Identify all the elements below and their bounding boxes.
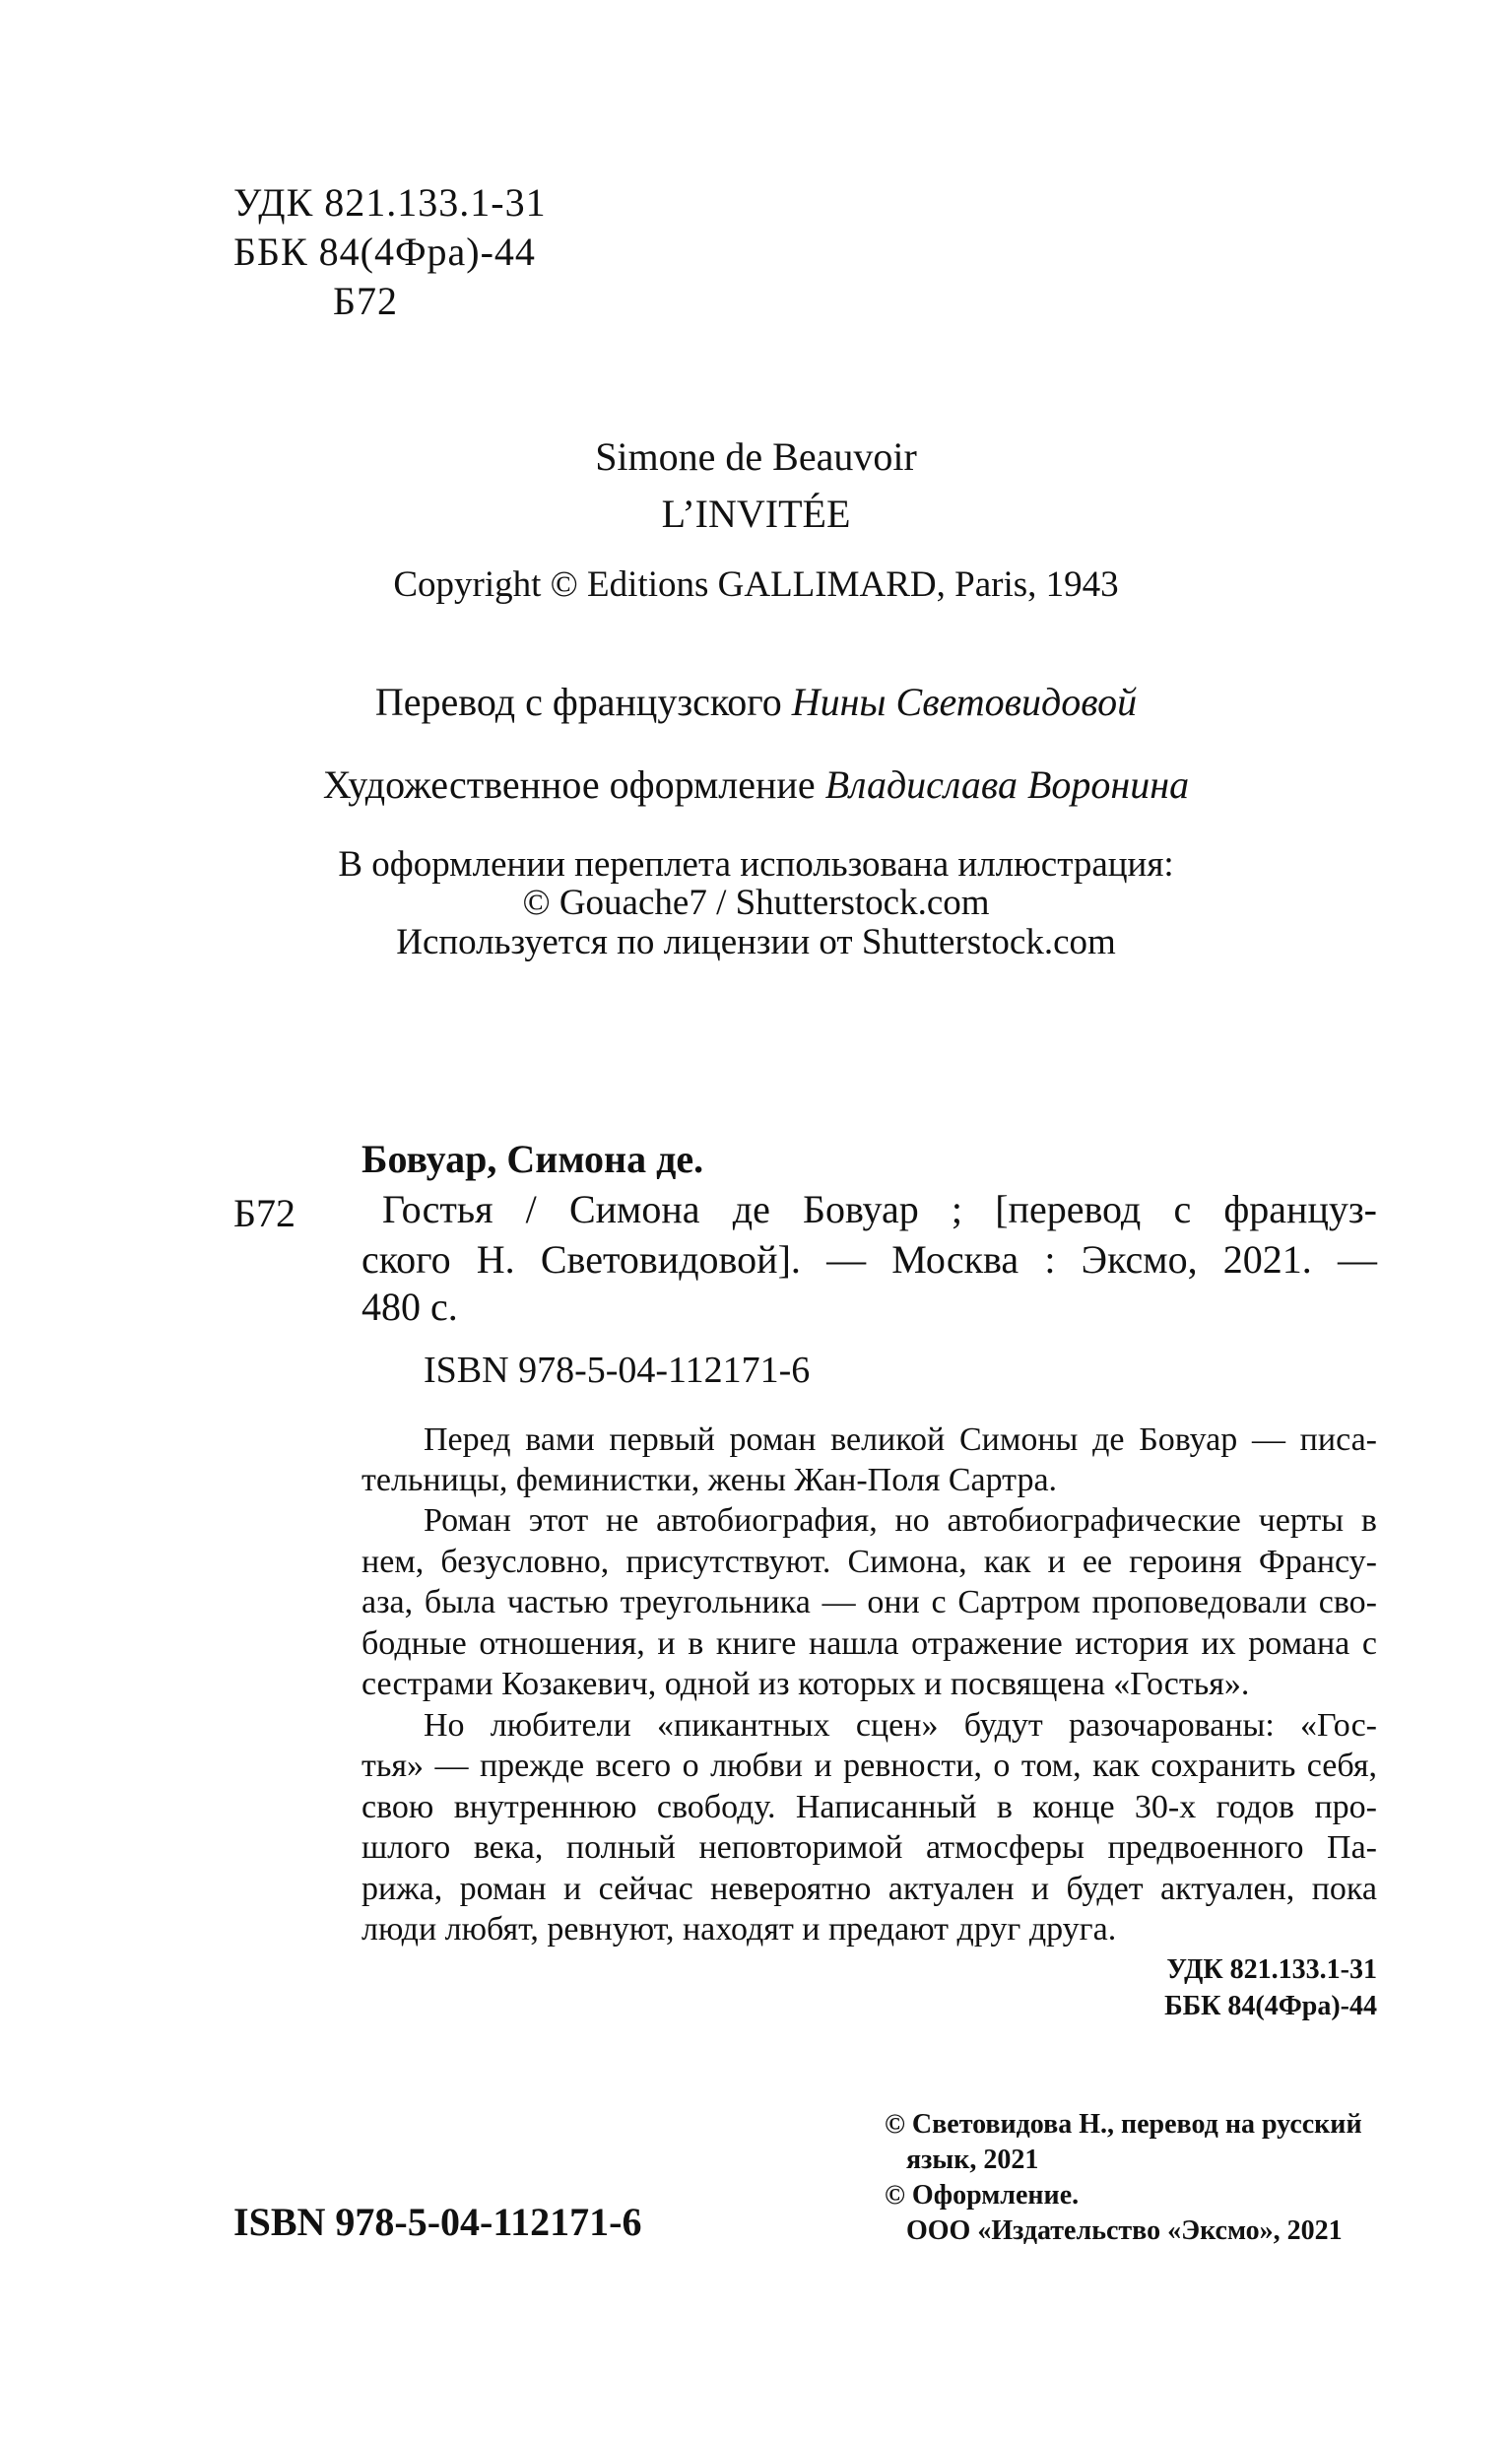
annotation-line: нем, безусловно, присутствуют. Симона, как и ее героиня Франсу- (362, 1544, 1377, 1580)
annotation-line: тья» — прежде всего о любви и ревности, о том, как сохранить себя, (362, 1748, 1377, 1784)
annotation-line: сестрами Козакевич, одной из которых и посвящена «Гостья». (362, 1666, 1250, 1702)
translation-prefix: Перевод с французского (374, 680, 782, 724)
translator-name: Нины Световидовой (791, 680, 1138, 724)
author-mark-entry: Б72 (233, 1191, 296, 1235)
illustration-line: Используется по лицензии от Shutterstock.com (396, 922, 1116, 962)
udk-code-top: УДК 821.133.1-31 (233, 180, 547, 225)
annotation-line: Но любители «пикантных сцен» будут разочарованы: «Гос- (424, 1707, 1377, 1744)
translation-credit (0, 679, 1512, 726)
copyright-line: ООО «Издательство «Эксмо», 2021 (906, 2215, 1343, 2246)
annotation-line: Перед вами первый роман великой Симоны де Бовуар — писа- (424, 1421, 1377, 1458)
entry-description-line: Гостья / Симона де Бовуар ; [перевод с француз- (382, 1187, 1377, 1231)
author-mark-top: Б72 (333, 279, 398, 323)
copyright-line: © Световидова Н., перевод на русский (885, 2109, 1362, 2140)
illustration-line: В оформлении переплета использована иллюстрация: (338, 844, 1174, 885)
design-credit (0, 761, 1512, 809)
annotation-line: аза, была частью треугольника — они с Сартром проповедовали сво- (362, 1584, 1377, 1620)
illustration-line: © Gouache7 / Shutterstock.com (522, 883, 990, 923)
entry-heading: Бовуар, Симона де. (362, 1137, 704, 1181)
annotation-line: свою внутреннюю свободу. Написанный в конце 30-х годов про- (362, 1789, 1377, 1825)
bbk-code-bottom: ББК 84(4Фра)-44 (1164, 1991, 1377, 2021)
annotation-line: бодные отношения, и в книге нашла отражение история их романа с (362, 1625, 1377, 1662)
design-prefix: Художественное оформление (322, 762, 816, 807)
bbk-code-top: ББК 84(4Фра)-44 (233, 230, 536, 274)
udk-code-bottom: УДК 821.133.1-31 (1166, 1954, 1377, 1985)
copyright-line: © Оформление. (885, 2180, 1080, 2211)
original-author: Simone de Beauvoir (595, 434, 917, 479)
annotation-line: Роман этот не автобиография, но автобиографические черты в (424, 1502, 1377, 1539)
entry-description-line: ского Н. Световидовой]. — Москва : Эксмо, 2021. — (362, 1237, 1377, 1282)
entry-description-line: 480 с. (362, 1285, 458, 1329)
original-copyright: Copyright © Editions GALLIMARD, Paris, 1943 (393, 564, 1119, 605)
copyright-line: язык, 2021 (906, 2145, 1039, 2175)
isbn-bottom: ISBN 978-5-04-112171-6 (233, 2200, 642, 2244)
entry-isbn: ISBN 978-5-04-112171-6 (424, 1350, 811, 1391)
annotation-line: тельницы, феминистки, жены Жан-Поля Сартра. (362, 1462, 1058, 1498)
designer-name: Владислава Воронина (824, 762, 1190, 807)
annotation-line: шлого века, полный неповторимой атмосферы предвоенного Па- (362, 1829, 1377, 1866)
annotation-line: рижа, роман и сейчас невероятно актуален и будет актуален, пока (362, 1871, 1377, 1907)
annotation-line: люди любят, ревнуют, находят и предают друг друга. (362, 1911, 1117, 1948)
original-title: L’INVITÉE (661, 492, 851, 536)
